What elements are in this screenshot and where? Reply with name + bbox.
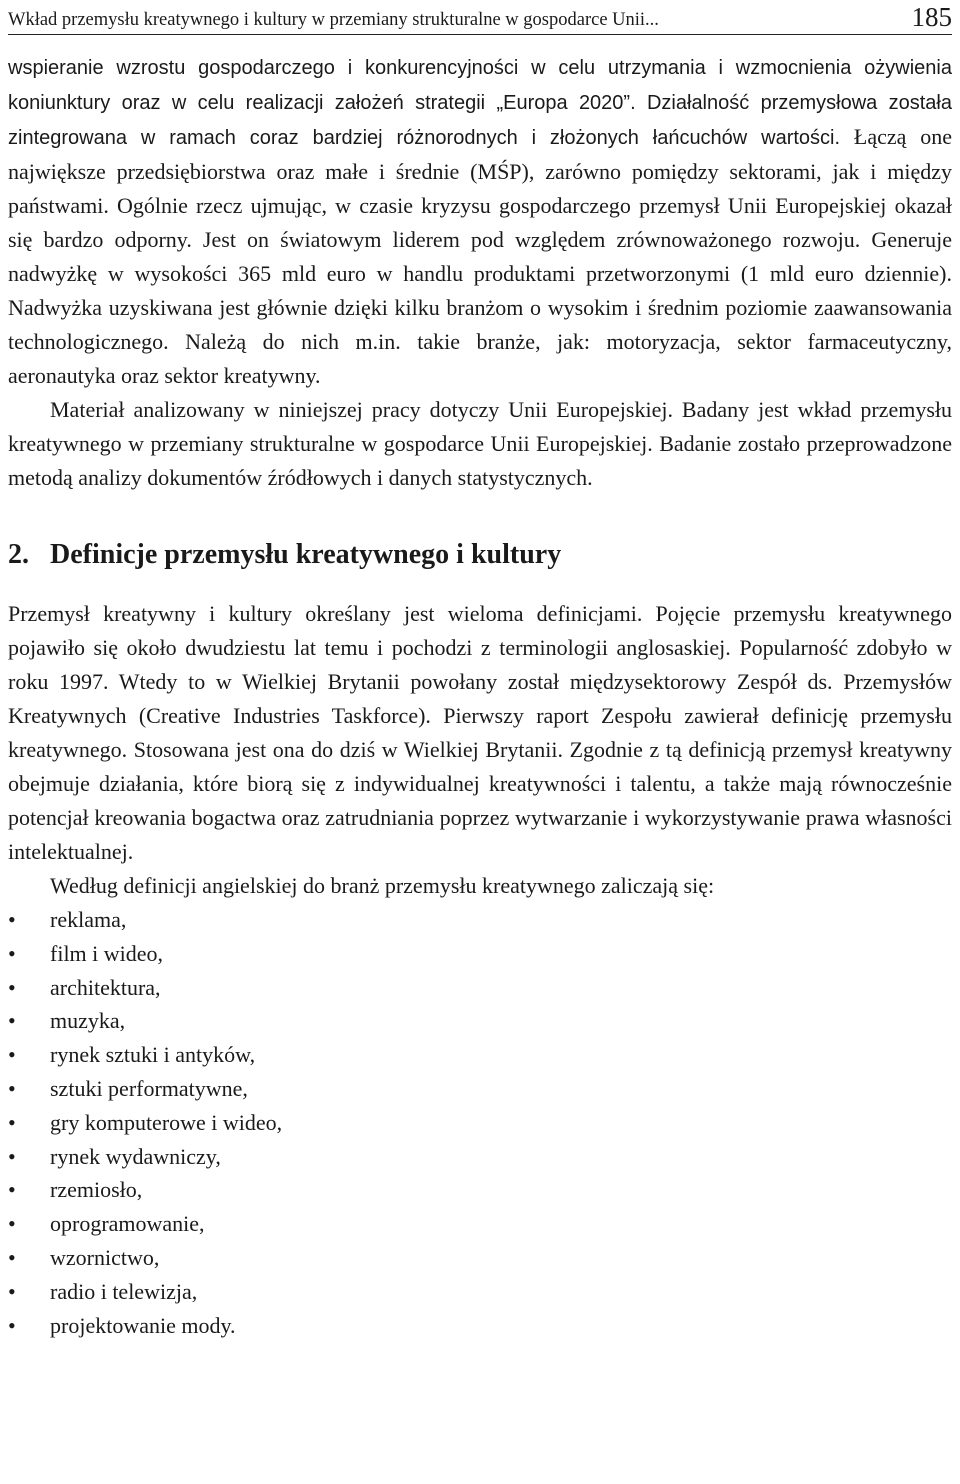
page-number: 185 [911, 2, 952, 32]
bullet-marker: • [8, 907, 16, 932]
bullet-marker: • [8, 1211, 16, 1237]
list-item [8, 1072, 952, 1106]
list-item-text: film i wideo, [50, 940, 164, 966]
list-item [8, 1309, 952, 1343]
page-body [8, 50, 952, 1342]
bullet-marker: • [8, 1109, 16, 1135]
list-item [8, 903, 952, 937]
list-item [8, 937, 952, 971]
intro-paragraph-1 [8, 50, 952, 393]
section-paragraph-2: Według definicji angielskiej do branż przemysłu kreatywnego zaliczają się: [50, 873, 715, 898]
bullet-marker: • [8, 1312, 16, 1338]
bullet-marker: • [8, 1177, 16, 1203]
intro-paragraph-1-sans-part: wspieranie wzrostu gospodarczego i konkurencyjności w celu utrzymania i wzmocnienia ożywienia koniunktury oraz w celu realizacji założeń strategii „Europa 2020”. Działalność przemysłowa została zintegrowana w ramach coraz bardziej różnorodnych i złożonych łańcuchów wartości. [8, 57, 952, 149]
list-item-text: wzornictwo, [50, 1244, 160, 1270]
list-item [8, 1207, 952, 1241]
section-paragraph-1: Przemysł kreatywny i kultury określany jest wieloma definicjami. Pojęcie przemysłu kreatywnego pojawiło się około dwudziestu lat temu i pochodzi z terminologii anglosaskiej. Popularność zdobyło w roku 1997. Wtedy to w Wielkiej Brytanii powołany został międzysektorowy Zespół ds. Przemysłów Kreatywnych (Creative Industries Taskforce). Pierwszy raport Zespołu zawierał definicję przemysłu kreatywnego. Stosowana jest ona do dziś w Wielkiej Brytanii. Zgodnie z tą definicją przemysł kreatywny obejmuje działania, które biorą się z indywidualnej kreatywności i talentu, a także mają równocześnie potencjał kreowania bogactwa oraz zatrudniania poprzez wytwarzanie i wykorzystywanie prawa własności intelektualnej. [8, 601, 952, 864]
list-item [8, 971, 952, 1005]
section-title: Definicje przemysłu kreatywnego i kultury [50, 539, 562, 570]
list-item-text: gry komputerowe i wideo, [50, 1109, 283, 1135]
list-item [8, 1004, 952, 1038]
list-item-text: muzyka, [50, 1008, 126, 1034]
list-item [8, 1275, 952, 1309]
bullet-marker: • [8, 1075, 16, 1101]
list-item [8, 1140, 952, 1174]
list-item [8, 1106, 952, 1140]
bullet-marker: • [8, 1008, 16, 1034]
list-item [8, 1173, 952, 1207]
bullet-marker: • [8, 1278, 16, 1304]
bullet-marker: • [8, 940, 16, 966]
intro-paragraph-1-serif-part: Łączą one największe przedsiębiorstwa oraz małe i średnie (MŚP), zarówno pomiędzy sektorami, jak i między państwami. Ogólnie rzecz ujmując, w czasie kryzysu gospodarczego przemysł Unii Europejskiej okazał się bardzo odporny. Jest on światowym liderem pod względem zrównoważonego rozwoju. Generuje nadwyżkę w wysokości 365 mld euro w handlu produktami przetworzonymi (1 mld euro dziennie). Nadwyżka uzyskiwana jest głównie dzięki kilku branżom o wysokim i średnim poziomie zaawansowania technologicznego. Należą do nich m.in. takie branże, jak: motoryzacja, sektor farmaceutyczny, aeronautyka oraz sektor kreatywny. [8, 124, 952, 388]
list-item-text: sztuki performatywne, [50, 1075, 248, 1101]
list-item-text: reklama, [50, 907, 127, 932]
list-item-text: rzemiosło, [50, 1177, 143, 1203]
running-title: Wkład przemysłu kreatywnego i kultury w przemiany strukturalne w gospodarce Unii... [8, 10, 659, 30]
list-item-text: projektowanie mody. [50, 1312, 236, 1338]
bullet-marker: • [8, 1244, 16, 1270]
list-item [8, 1038, 952, 1072]
list-item [8, 1241, 952, 1275]
running-header [8, 4, 952, 35]
list-item-text: radio i telewizja, [50, 1278, 198, 1304]
list-item-text: oprogramowanie, [50, 1211, 205, 1237]
list-item-text: rynek wydawniczy, [50, 1143, 221, 1169]
section-heading [8, 538, 952, 572]
section-number: 2. [8, 539, 29, 570]
list-item-text: architektura, [50, 974, 161, 1000]
list-item-text: rynek sztuki i antyków, [50, 1042, 256, 1068]
bullet-marker: • [8, 974, 16, 1000]
intro-paragraph-2: Materiał analizowany w niniejszej pracy dotyczy Unii Europejskiej. Badany jest wkład przemysłu kreatywnego w przemiany strukturalne w gospodarce Unii Europejskiej. Badanie zostało przeprowadzone metodą analizy dokumentów źródłowych i danych statystycznych. [8, 397, 952, 490]
bullet-marker: • [8, 1143, 16, 1169]
bullet-marker: • [8, 1042, 16, 1068]
creative-industries-list [8, 903, 952, 1342]
